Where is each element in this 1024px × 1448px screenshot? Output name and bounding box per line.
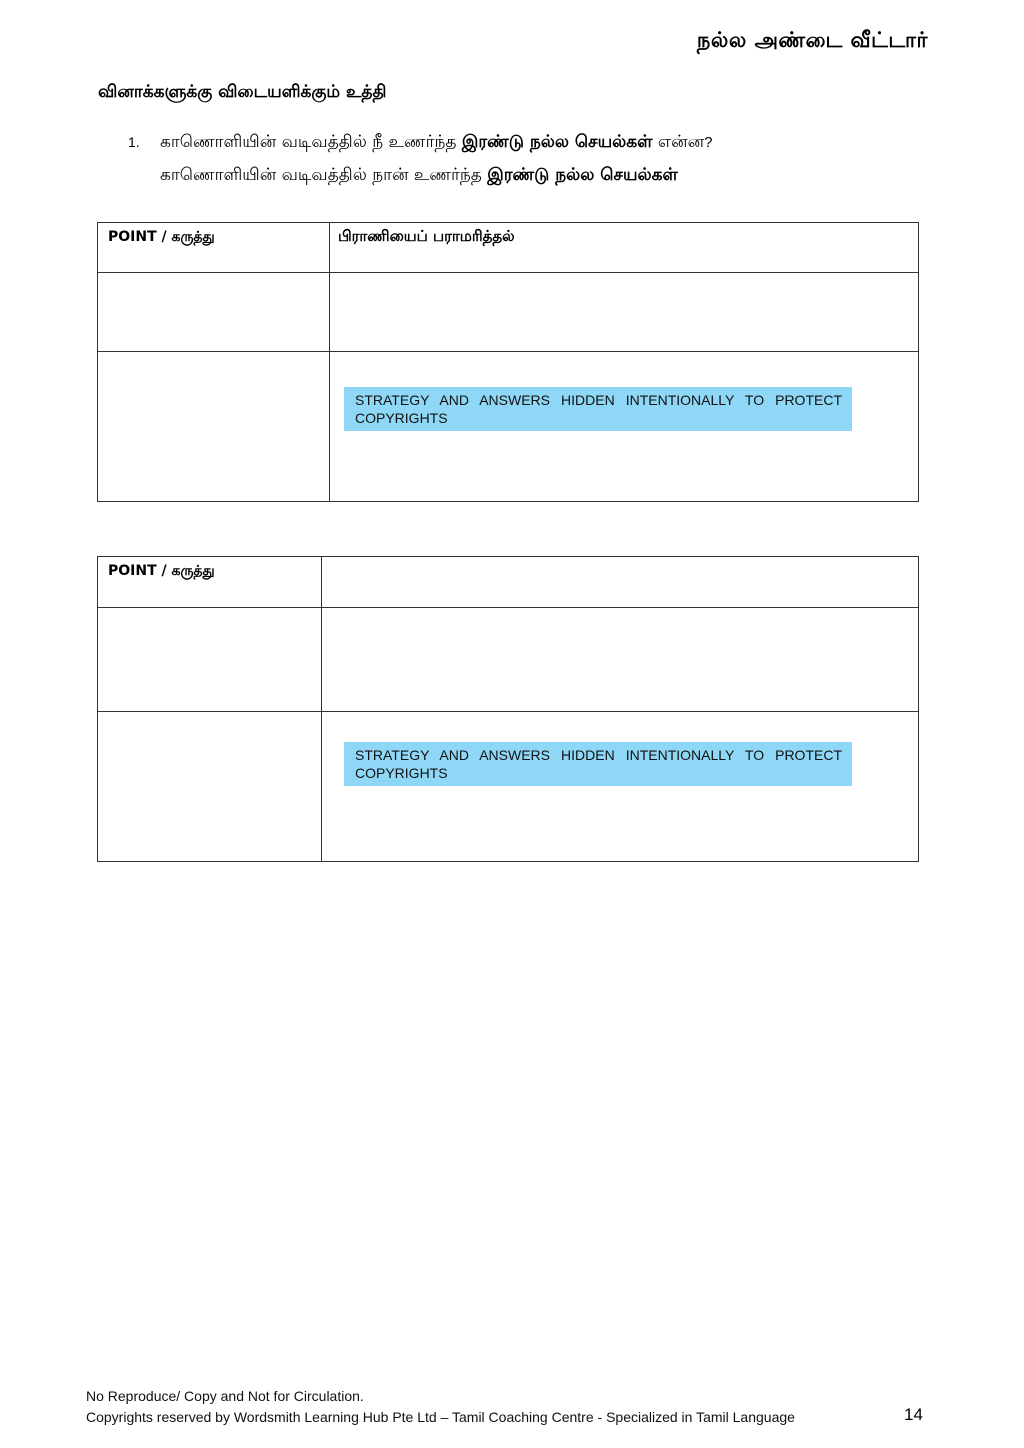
evidence-label-cell [98, 273, 330, 352]
copyright-hidden-banner: STRATEGY AND ANSWERS HIDDEN INTENTIONALLY TO PROTECT COPYRIGHTS [344, 742, 852, 786]
point-label: POINT / கருத்து [108, 229, 215, 245]
explanation-content-cell [330, 352, 919, 502]
explanation-label-cell [98, 352, 330, 502]
question-mark: ? [704, 134, 713, 151]
question-block [128, 126, 712, 192]
evidence-content-cell [330, 273, 919, 352]
point-table-2 [97, 556, 919, 862]
evidence-label-cell [98, 608, 322, 712]
copyright-hidden-banner: STRATEGY AND ANSWERS HIDDEN INTENTIONALLY TO PROTECT COPYRIGHTS [344, 387, 852, 431]
footer-notice: No Reproduce/ Copy and Not for Circulation. [86, 1388, 364, 1404]
answer-text-start: காணொளியின் வடிவத்தில் நான் உணர்ந்த [160, 165, 488, 185]
question-text-bold: இரண்டு நல்ல செயல்கள் [461, 132, 653, 152]
point-topic-cell [330, 223, 919, 273]
answer-text-bold: இரண்டு நல்ல செயல்கள் [487, 165, 678, 185]
footer-copyright: Copyrights reserved by Wordsmith Learning Hub Pte Ltd – Tamil Coaching Centre - Specialized in Tamil Language [86, 1409, 795, 1425]
answer-line [128, 159, 712, 192]
question-number: 1. [128, 134, 140, 150]
point-label: POINT / கருத்து [108, 563, 215, 579]
point-topic-cell [322, 557, 919, 608]
question-text-end: என்ன [652, 132, 705, 152]
explanation-label-cell [98, 712, 322, 862]
footer [86, 1386, 795, 1428]
page-title: நல்ல அண்டை வீட்டார் [696, 28, 928, 52]
point-label-cell [98, 223, 330, 273]
point-table-1 [97, 222, 919, 502]
question-text-start: காணொளியின் வடிவத்தில் நீ உணர்ந்த [160, 132, 462, 152]
point-topic [322, 557, 918, 561]
explanation-content-cell [322, 712, 919, 862]
evidence-content-cell [322, 608, 919, 712]
page-number: 14 [904, 1405, 923, 1424]
point-label-cell [98, 557, 322, 608]
point-topic: பிராணியைப் பராமரித்தல் [338, 227, 515, 245]
question-line-1 [128, 126, 712, 159]
section-heading: வினாக்களுக்கு விடையளிக்கும் உத்தி [98, 82, 387, 102]
